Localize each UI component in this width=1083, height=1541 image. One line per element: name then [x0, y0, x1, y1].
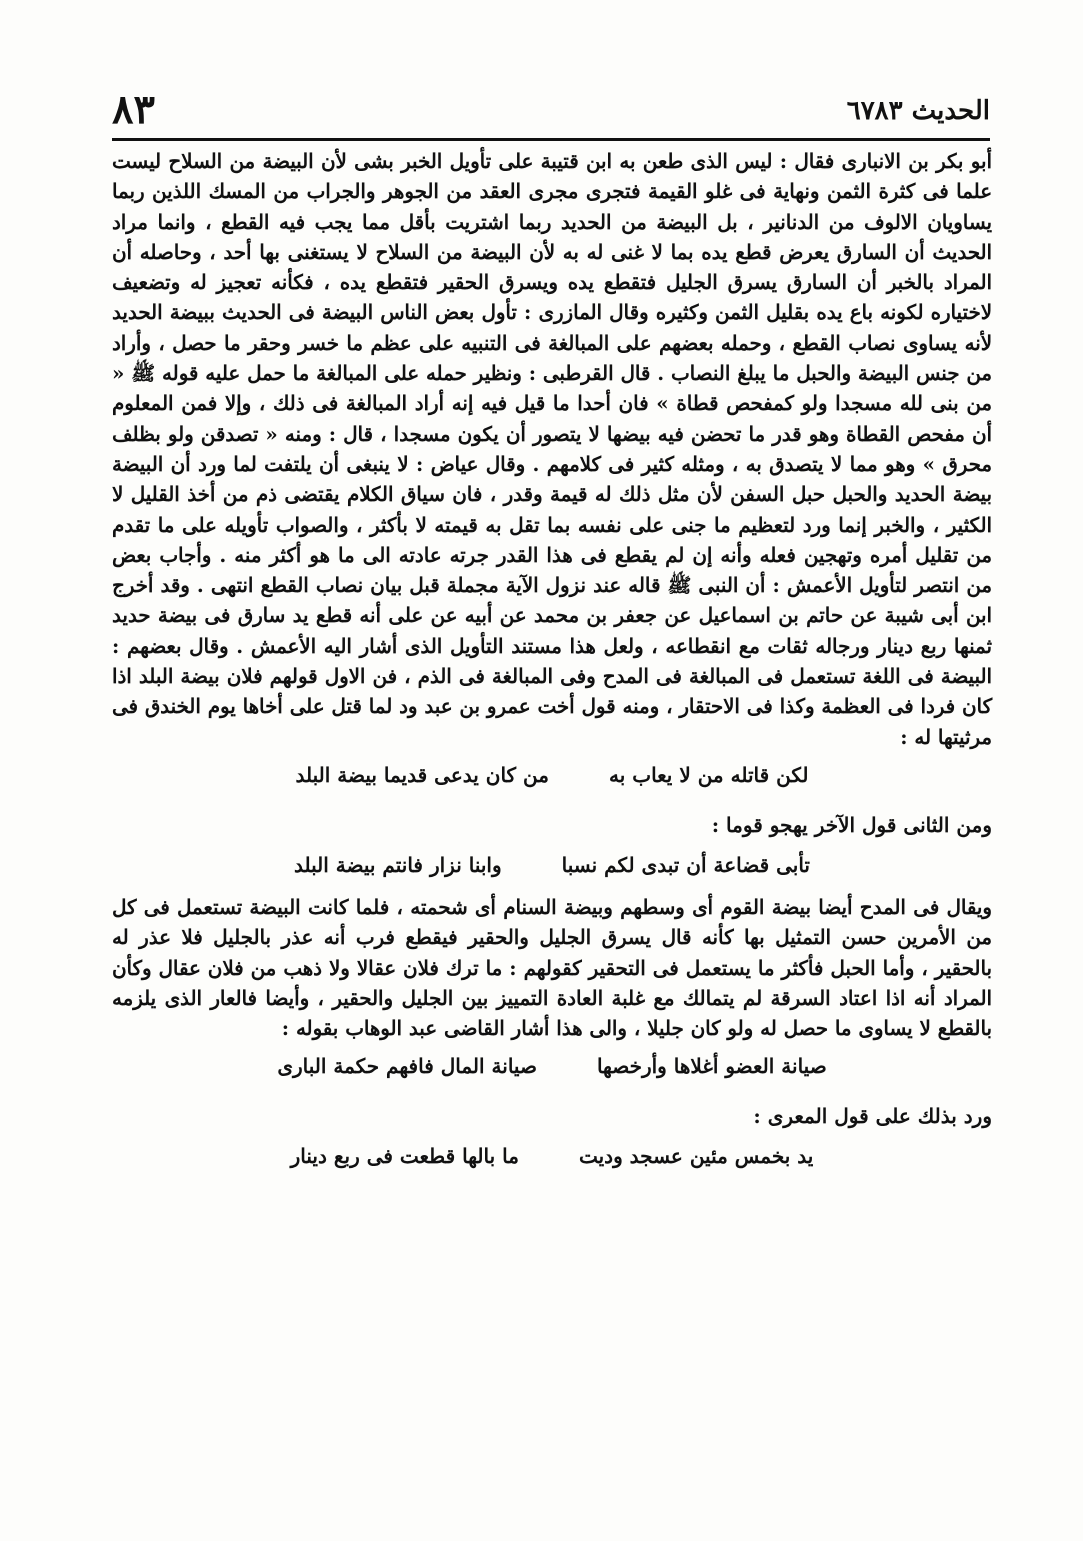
- verse-4-left-hemistich: ما بالها قطعت فى ربع دينار: [290, 1144, 519, 1169]
- page-number: ٨٣: [112, 86, 155, 133]
- header-rule: [112, 138, 990, 141]
- verse-4-intro: ورد بذلك على قول المعرى :: [753, 1104, 992, 1129]
- verse-1-left-hemistich: من كان يدعى قديما بيضة البلد: [295, 762, 549, 787]
- verse-3: [112, 1049, 992, 1083]
- verse-1-right-hemistich: لكن قاتله من لا يعاب به: [608, 762, 809, 787]
- verse-2-right-hemistich: تأبى قضاعة أن تبدى لكم نسبا: [561, 852, 810, 877]
- body-text: [112, 146, 992, 1183]
- verse-4: [112, 1139, 992, 1173]
- paragraph-main: أبو بكر بن الانبارى فقال : ليس الذى طعن به ابن قتيبة على تأويل الخبر بشى لأن البيضة من السلاح ليست علما فى كثرة الثمن ونهاية فى غلو القيمة فتجرى مجرى العقد من الجوهر والجراب من المسك اللذين ربما يساويان الالوف من الدنانير ، بل البيضة من الحديد ربما اشتريت بأقل مما يجب فيه القطع ، وانما مراد الحديث أن السارق يعرض قطع يده بما لا غنى له به لأن البيضة من السلاح لا يستغنى بها أحد ، وحاصله أن المراد بالخبر أن السارق يسرق الجليل فتقطع يده ويسرق الحقير فتقطع يده ، فكأنه تعجيز له وتضعيف لاختياره لكونه باع يده بقليل الثمن وكثيره وقال المازرى : تأول بعض الناس البيضة فى الحديث ببيضة الحديد لأنه يساوى نصاب القطع ، وحمله بعضهم على المبالغة فى التنبيه على عظم ما خسر وحقر ما حصل ، وأراد من جنس البيضة والحبل ما يبلغ النصاب . قال القرطبى : ونظير حمله على المبالغة ما حمل عليه قوله ﷺ « من بنى لله مسجدا ولو كمفحص قطاة » فان أحدا ما قيل فيه إنه أراد المبالغة فى ذلك ، وإلا فمن المعلوم أن مفحص القطاة وهو قدر ما تحضن فيه بيضها لا يتصور أن يكون مسجدا ، قال : ومنه « تصدقن ولو بظلف محرق » وهو مما لا يتصدق به ، ومثله كثير فى كلامهم . وقال عياض : لا ينبغى أن يلتفت لما ورد أن البيضة بيضة الحديد والحبل حبل السفن لأن مثل ذلك له قيمة وقدر ، فان سياق الكلام يقتضى ذم من أخذ القليل لا الكثير ، والخبر إنما ورد لتعظيم ما جنى على نفسه بما تقل به قيمته لا بأكثر ، والصواب تأويله على ما تقدم من تقليل أمره وتهجين فعله وأنه إن لم يقطع فى هذا القدر جرته عادته الى ما هو أكثر منه . وأجاب بعض من انتصر لتأويل الأعمش : أن النبى ﷺ قاله عند نزول الآية مجملة قبل بيان نصاب القطع انتهى . وقد أخرج ابن أبى شيبة عن حاتم بن اسماعيل عن جعفر بن محمد عن أبيه عن على أنه قطع يد سارق فى بيضة حديد ثمنها ربع دينار ورجاله ثقات مع انقطاعه ، ولعل هذا مستند التأويل الذى أشار اليه الأعمش . وقال بعضهم : البيضة فى اللغة تستعمل فى المبالغة فى المدح وفى المبالغة فى الذم ، فن الاول قولهم فلان بيضة البلد اذا كان فردا فى العظمة وكذا فى الاحتقار ، ومنه قول أخت عمرو بن عبد ود لما قتل على أخاها يوم الخندق فى مرثيتها له :: [112, 149, 992, 749]
- verse-2: [112, 848, 992, 882]
- running-head: الحديث ٦٧٨٣: [846, 96, 990, 126]
- verse-1: [112, 758, 992, 792]
- verse-2-left-hemistich: وابنا نزار فانتم بيضة البلد: [294, 852, 502, 877]
- verse-2-intro: ومن الثانى قول الآخر يهجو قوما :: [711, 812, 992, 837]
- paragraph-second: ويقال فى المدح أيضا بيضة القوم أى وسطهم وبيضة السنام أى شحمته ، فلما كانت البيضة تستعمل فى كل من الأمرين حسن التمثيل بها كأنه قال يسرق الجليل والحقير فيقطع فرب أنه عذر بالجليل فلا عذر له بالحقير ، وأما الحبل فأكثر ما يستعمل فى التحقير كقولهم : ما ترك فلان عقالا ولا ذهب من فلان عقال وكأن المراد أنه اذا اعتاد السرقة لم يتمالك مع غلبة العادة التمييز بين الجليل والحقير ، وأيضا فالعار الذى يلزمه بالقطع لا يساوى ما حصل له ولو كان جليلا ، والى هذا أشار القاضى عبد الوهاب بقوله :: [112, 894, 992, 1041]
- page-header: [112, 88, 990, 134]
- verse-3-left-hemistich: صيانة المال فافهم حكمة البارى: [277, 1054, 537, 1079]
- verse-3-right-hemistich: صيانة العضو أغلاها وأرخصها: [596, 1054, 827, 1079]
- verse-4-right-hemistich: يد بخمس مئين عسجد وديت: [578, 1144, 814, 1169]
